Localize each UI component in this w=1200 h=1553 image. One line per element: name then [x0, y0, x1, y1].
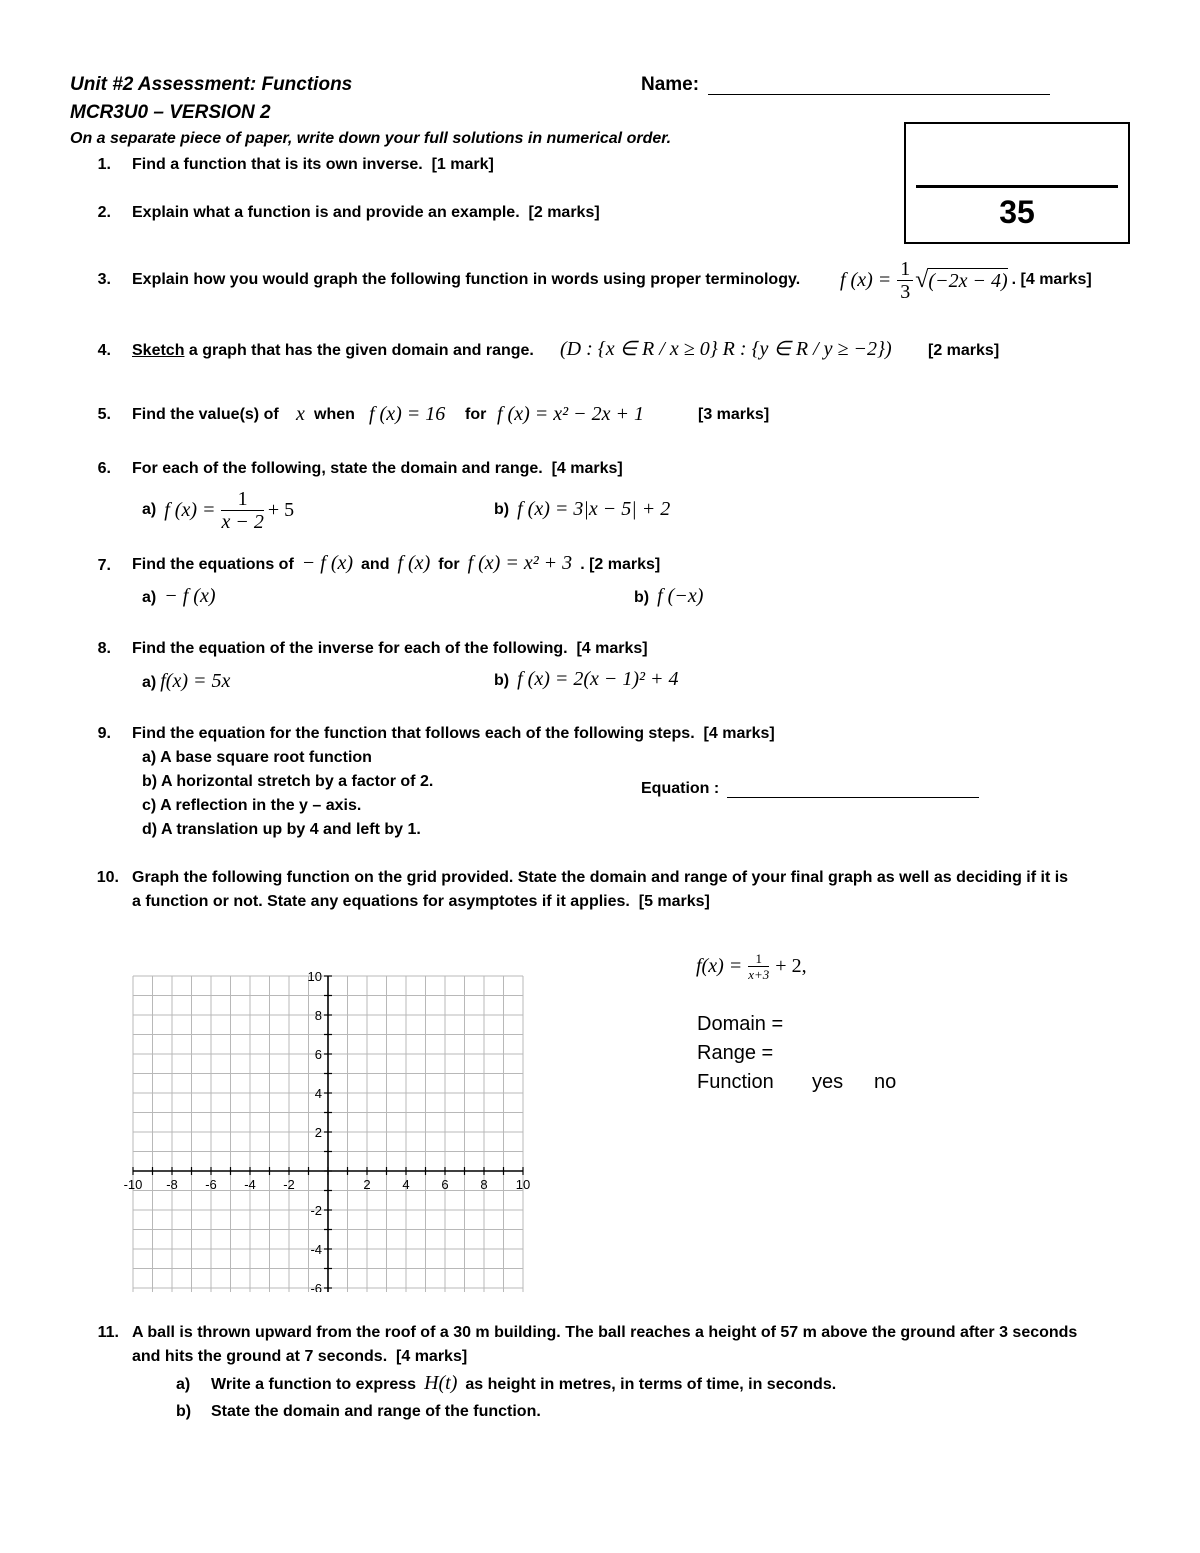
name-field[interactable] — [708, 94, 1050, 95]
q10-formula — [696, 944, 807, 988]
q7-expr-1: − f (x) — [301, 552, 354, 574]
q1-marks: [1 mark] — [431, 156, 494, 173]
q6-prompt: For each of the following, state the domain and range. — [132, 460, 543, 477]
q5-text-b: when — [314, 406, 355, 423]
q7a — [142, 585, 215, 608]
q5-number: 5. — [97, 406, 111, 423]
q9-step-c: c) A reflection in the y – axis. — [142, 797, 362, 814]
q7a-label: a) — [142, 589, 157, 606]
q9-step-a: a) A base square root function — [142, 749, 372, 766]
q8b-label: b) — [494, 672, 510, 689]
q5-condition: f (x) = 16 — [369, 403, 446, 425]
q7-text-b: and — [361, 556, 390, 573]
q7a-expr: − f (x) — [164, 585, 216, 607]
q11a-text-b: as height in metres, in terms of time, in seconds. — [465, 1376, 837, 1393]
sqrt-symbol: √ — [915, 266, 929, 293]
q1-text — [132, 156, 494, 174]
x-tick-label: 6 — [441, 1177, 449, 1192]
range-label: Range = — [697, 1042, 774, 1064]
q8-prompt: Find the equation of the inverse for each of the following. — [132, 640, 568, 657]
q3-fraction — [897, 258, 913, 303]
q6a-numerator: 1 — [221, 488, 263, 511]
q8a-label: a) — [142, 674, 157, 691]
x-tick-label: -6 — [205, 1177, 217, 1192]
function-label: Function — [697, 1071, 774, 1093]
q4-underlined-word: Sketch — [132, 342, 185, 359]
q6a-tail: + 5 — [267, 498, 295, 521]
x-tick-label: -8 — [166, 1177, 178, 1192]
y-tick-label: 2 — [314, 1125, 322, 1140]
q6a-denominator: x − 2 — [221, 510, 264, 533]
q10-tail: + 2, — [775, 954, 807, 977]
q2-text — [132, 204, 600, 222]
q4-number: 4. — [97, 342, 111, 359]
q6b-expr: f (x) = 3|x − 5| + 2 — [517, 498, 671, 520]
q3-prompt: Explain how you would graph the following function in words using proper terminology. — [132, 271, 801, 288]
q9-equation-field[interactable] — [727, 797, 979, 798]
instructions: On a separate piece of paper, write down your full solutions in numerical order. — [70, 130, 672, 147]
q11-number: 11. — [97, 1324, 119, 1341]
q8a — [142, 670, 230, 693]
q3-formula — [840, 252, 1092, 308]
q5-marks: [3 marks] — [698, 406, 770, 423]
x-tick-label: -10 — [123, 1177, 143, 1192]
q6-number: 6. — [97, 460, 111, 477]
q1-number: 1. — [97, 156, 111, 173]
q8b-expr: f (x) = 2(x − 1)² + 4 — [517, 668, 679, 690]
y-tick-label: 6 — [314, 1047, 322, 1062]
q11-prompt: and hits the ground at 7 seconds. — [132, 1348, 388, 1365]
domain-label: Domain = — [697, 1013, 784, 1035]
q3-marks: . [4 marks] — [1011, 271, 1092, 288]
q11a-var: H(t) — [424, 1372, 458, 1394]
x-tick-label: 2 — [363, 1177, 371, 1192]
q11b-label: b) — [176, 1403, 192, 1420]
q7-marks: . [2 marks] — [580, 556, 661, 573]
q7b-label: b) — [634, 589, 650, 606]
q10-number: 10. — [96, 869, 119, 886]
no-option[interactable]: no — [874, 1071, 897, 1093]
q2-marks: [2 marks] — [528, 204, 600, 221]
q3-frac-denominator: 3 — [900, 280, 911, 303]
y-tick-label: -6 — [310, 1281, 322, 1292]
q10-denominator: x+3 — [748, 966, 770, 982]
q4-text — [132, 342, 534, 360]
score-total: 35 — [999, 194, 1035, 230]
q11-marks: [4 marks] — [396, 1348, 468, 1365]
score-divider — [916, 185, 1118, 188]
q8-marks: [4 marks] — [576, 640, 648, 657]
q7-function: f (x) = x² + 3 — [467, 552, 573, 574]
q11a — [211, 1372, 836, 1395]
q6b-label: b) — [494, 500, 510, 518]
q9-step-d: d) A translation up by 4 and left by 1. — [142, 821, 421, 838]
q10-marks: [5 marks] — [638, 893, 710, 910]
q9-text — [132, 725, 775, 743]
q3-radicand: (−2x − 4) — [928, 269, 1008, 292]
q8-number: 8. — [97, 640, 111, 657]
q11-line1: A ball is thrown upward from the roof of a 30 m building. The ball reaches a height of 57 m above the ground after 3 seconds — [132, 1324, 1078, 1341]
y-tick-label: 10 — [307, 969, 322, 984]
q11a-text-a: Write a function to express — [211, 1376, 417, 1393]
x-tick-label: 8 — [480, 1177, 488, 1192]
q6a-label: a) — [142, 501, 157, 518]
q7b — [634, 585, 703, 608]
page-title: Unit #2 Assessment: Functions — [70, 74, 353, 95]
q7-text-a: Find the equations of — [132, 556, 294, 573]
q7-text — [132, 552, 660, 575]
q2-number: 2. — [97, 204, 111, 221]
y-tick-label: -2 — [310, 1203, 322, 1218]
score-box — [904, 122, 1130, 244]
q4-prompt: a graph that has the given domain and range. — [188, 342, 534, 359]
q6-text — [132, 460, 623, 478]
q4-marks: [2 marks] — [928, 342, 1000, 359]
q6a — [142, 484, 294, 536]
x-tick-label: -2 — [283, 1177, 295, 1192]
q1-prompt: Find a function that is its own inverse. — [132, 156, 423, 173]
q9-equation-label: Equation : — [641, 780, 720, 797]
q10-line1: Graph the following function on the grid provided. State the domain and range of your final graph as well as deciding if it is — [132, 869, 1069, 886]
q2-prompt: Explain what a function is and provide an example. — [132, 204, 520, 221]
q3-number: 3. — [97, 271, 111, 288]
name-label: Name: — [641, 74, 700, 95]
q10-numerator: 1 — [748, 951, 769, 967]
q3-lhs: f (x) = — [840, 268, 892, 291]
tick-labels — [124, 969, 531, 1292]
q11a-label: a) — [176, 1376, 191, 1393]
q9-number: 9. — [97, 725, 111, 742]
q5-text-c: for — [465, 406, 487, 423]
q7b-expr: f (−x) — [657, 585, 704, 607]
x-tick-label: 4 — [402, 1177, 410, 1192]
yes-option[interactable]: yes — [812, 1071, 844, 1093]
q7-text-c: for — [438, 556, 460, 573]
q9-marks: [4 marks] — [703, 725, 775, 742]
q8a-expr: f(x) = 5x — [160, 670, 231, 692]
y-tick-label: 8 — [314, 1008, 322, 1023]
q10-lhs: f(x) = — [696, 954, 743, 977]
q10-prompt: a function or not. State any equations for asymptotes if it applies. — [132, 893, 630, 910]
q6b — [494, 498, 670, 521]
graph-grid[interactable] — [110, 962, 550, 1292]
q11b-text: State the domain and range of the function. — [211, 1403, 541, 1420]
q5-text-a: Find the value(s) of — [132, 406, 279, 423]
q4-math: (D : {x ∈ R / x ≥ 0} R : {y ∈ R / y ≥ −2}) — [560, 338, 892, 360]
q3-frac-numerator: 1 — [897, 258, 913, 281]
q9-prompt: Find the equation for the function that follows each of the following steps. — [132, 725, 695, 742]
q10-fraction — [748, 951, 769, 982]
x-tick-label: 10 — [515, 1177, 531, 1192]
x-tick-label: -4 — [244, 1177, 256, 1192]
q8b — [494, 668, 679, 691]
y-tick-label: -4 — [310, 1242, 322, 1257]
q6a-lhs: f (x) = — [164, 498, 216, 521]
q9-step-b: b) A horizontal stretch by a factor of 2. — [142, 773, 434, 790]
q11-line2 — [132, 1348, 467, 1366]
q10-line2 — [132, 893, 710, 911]
q6-marks: [4 marks] — [551, 460, 623, 477]
q7-expr-2: f (x) — [397, 552, 431, 574]
q7-number: 7. — [97, 557, 111, 574]
course-code: MCR3U0 – VERSION 2 — [70, 102, 271, 123]
q8-text — [132, 640, 648, 658]
y-tick-label: 4 — [314, 1086, 322, 1101]
q6a-fraction — [221, 488, 263, 533]
q5-function: f (x) = x² − 2x + 1 — [497, 403, 644, 425]
q5-var: x — [296, 403, 305, 425]
